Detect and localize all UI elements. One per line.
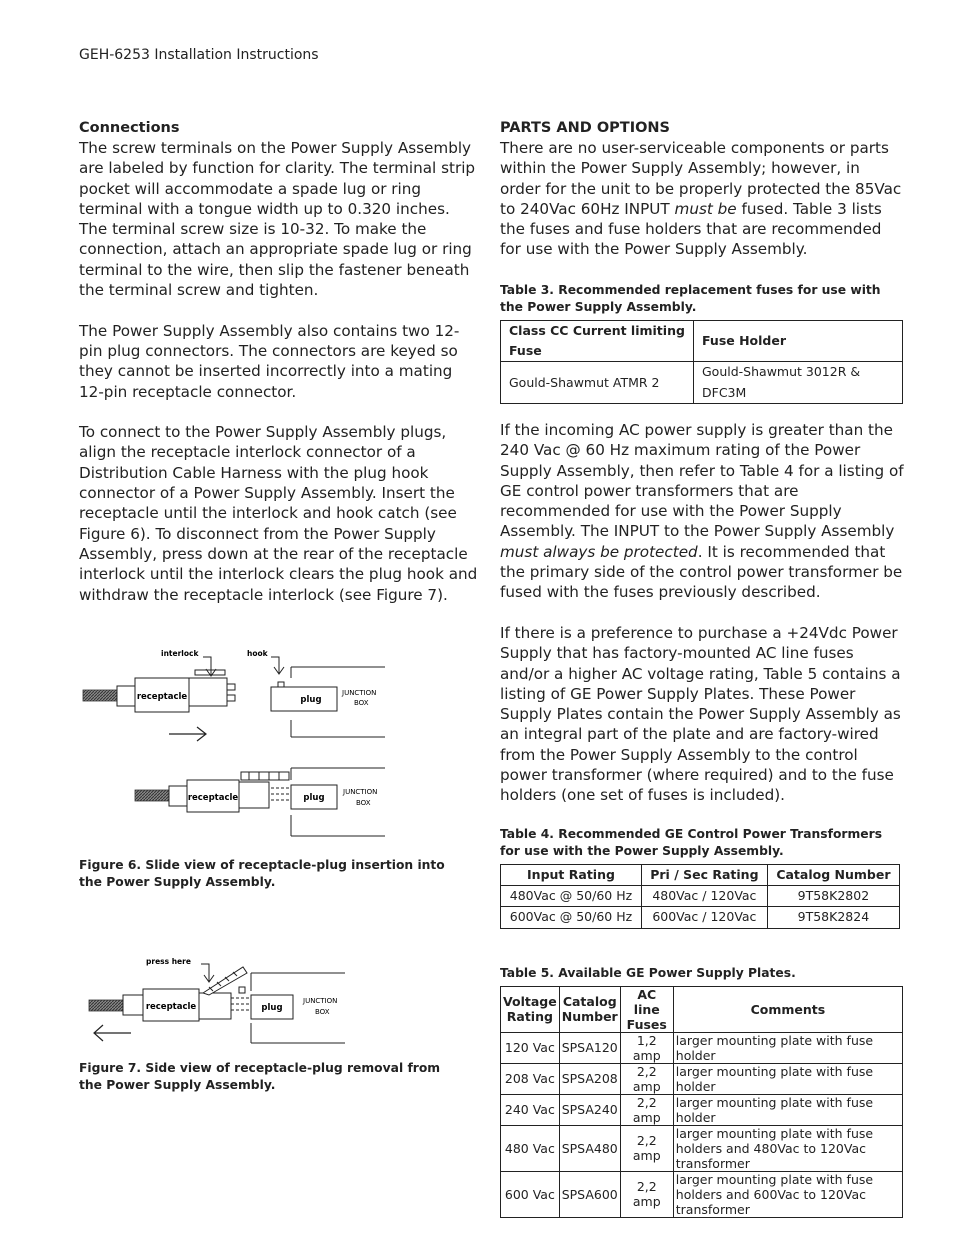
table-4-caption: Table 4. Recommended GE Control Power Transformers for use with the Power Supply Assembly. <box>500 826 883 858</box>
interlock-bottom <box>241 772 289 780</box>
svg-text:plug: plug <box>261 1003 283 1013</box>
svg-text:receptacle: receptacle <box>187 793 239 803</box>
table-row: 208 Vac SPSA208 2,2 amp larger mounting plate with fuse holder <box>501 1063 903 1094</box>
table-row: Gould-Shawmut ATMR 2 Gould-Shawmut 3012R & DFC3M <box>501 362 903 404</box>
parts-paragraph-1: There are no user-serviceable components or parts within the Power Supply Assembly; however, in order for the unit to be properly protected the 85Vac to 240Vac 60Hz INPUT must be fused. Table 3 lists the fuses and fuse holders that are recommended for use with the Power Supply Assembly. <box>500 139 902 259</box>
table-5-header: Comments <box>673 986 902 1032</box>
svg-text:BOX: BOX <box>315 1008 330 1016</box>
svg-text:interlock: interlock <box>161 649 199 658</box>
table-5-header: AC line Fuses <box>620 986 673 1032</box>
parts-paragraph-3: If there is a preference to purchase a +24Vdc Power Supply that has factory-mounted AC line fuses and/or a higher AC voltage rating, Table 5 contains a listing of GE Power Supply Plates. These Power Supply Plates contain the Power Supply Assembly as an integral part of the plate and are factory-wired from the Power Supply Assembly to the control power transformer (where required) and to the fuse holders (one set of fuses is included). <box>500 623 901 805</box>
insert-arrow <box>169 727 206 741</box>
table-4-header: Input Rating <box>501 864 642 885</box>
table-4-header: Catalog Number <box>767 864 899 885</box>
svg-text:JUNCTION: JUNCTION <box>342 689 377 697</box>
table-row: 120 Vac SPSA120 1,2 amp larger mounting plate with fuse holder <box>501 1032 903 1063</box>
cable <box>89 1000 123 1011</box>
svg-text:receptacle: receptacle <box>145 1002 197 1012</box>
table-row: 600 Vac SPSA600 2,2 amp larger mounting plate with fuse holders and 600Vac to 120Vac transformer <box>501 1171 903 1217</box>
table-row: 480Vac @ 50/60 Hz 480Vac / 120Vac 9T58K2802 <box>501 885 900 906</box>
table-5-caption: Table 5. Available GE Power Supply Plates. <box>500 965 796 980</box>
connections-paragraph-3: To connect to the Power Supply Assembly plugs, align the receptacle interlock connector of a Distribution Cable Harness with the plug hook connector of a Power Supply Assembly. Insert the receptacle until the interlock and hook catch (see Figure 6). To disconnect from the Power Supply Assembly, press down at the rear of the receptacle interlock until the interlock clears the plug hook and withdraw the receptacle interlock (see Figure 7). <box>79 423 478 604</box>
svg-text:press here: press here <box>146 957 191 966</box>
svg-text:plug: plug <box>303 793 325 803</box>
table-row: 600Vac @ 50/60 Hz 600Vac / 120Vac 9T58K2824 <box>501 907 900 928</box>
parts-paragraph-2: If the incoming AC power supply is greater than the 240 Vac @ 60 Hz maximum rating of the Power Supply Assembly, then refer to Table 4 for a listing of GE control power transformers that are recommended for use with the Power Supply Assembly. The INPUT to the Power Supply Assembly must always be protected. It is recommended that the primary side of the control power transformer be fused with the fuses previously described. <box>500 420 904 602</box>
svg-text:plug: plug <box>300 695 322 705</box>
table-row: 480 Vac SPSA480 2,2 amp larger mounting plate with fuse holders and 480Vac to 120Vac transformer <box>501 1125 903 1171</box>
document-header: GEH-6253 Installation Instructions <box>79 47 319 63</box>
right-column <box>500 118 905 1218</box>
table-5 <box>500 986 903 1218</box>
figure-7-diagram <box>79 945 399 1050</box>
svg-text:hook: hook <box>247 649 268 658</box>
connections-paragraph-1: The screw terminals on the Power Supply Assembly are labeled by function for clarity. The terminal strip pocket will accommodate a spade lug or ring terminal with a tongue width up to 0.320 inches. The terminal screw size is 10-32. To make the connection, attach an appropriate spade lug or ring terminal to the wire, then slip the fastener beneath the terminal screw and tighten. <box>79 139 476 300</box>
figure-7-caption: Figure 7. Side view of receptacle-plug removal from the Power Supply Assembly. <box>79 1061 441 1092</box>
connections-heading: Connections <box>79 120 180 136</box>
table-3 <box>500 320 903 404</box>
cable-collar-top <box>117 686 135 706</box>
cable-bottom <box>135 790 169 801</box>
table-4-header: Pri / Sec Rating <box>641 864 767 885</box>
svg-text:BOX: BOX <box>356 799 371 807</box>
connections-paragraph-2: The Power Supply Assembly also contains two 12-pin plug connectors. The connectors are keyed so they cannot be inserted incorrectly into a mating 12-pin receptacle connector. <box>79 321 460 401</box>
table-3-header: Fuse Holder <box>694 320 903 362</box>
table-5-header: Voltage Rating <box>501 986 560 1032</box>
interlock-top <box>189 678 227 706</box>
svg-text:BOX: BOX <box>354 699 369 707</box>
table-3-header: Class CC Current limiting Fuse <box>501 320 694 362</box>
figure-6-caption: Figure 6. Slide view of receptacle-plug insertion into the Power Supply Assembly. <box>79 858 445 889</box>
withdraw-arrow <box>94 1025 131 1041</box>
svg-text:JUNCTION: JUNCTION <box>343 788 378 796</box>
left-column <box>79 118 479 605</box>
svg-text:JUNCTION: JUNCTION <box>303 997 338 1005</box>
parts-heading: PARTS AND OPTIONS <box>500 120 670 136</box>
cable-top <box>83 690 117 701</box>
table-4 <box>500 864 900 929</box>
table-row: 240 Vac SPSA240 2,2 amp larger mounting plate with fuse holder <box>501 1094 903 1125</box>
table-5-header: Catalog Number <box>559 986 620 1032</box>
figure-6-diagram <box>79 640 399 845</box>
svg-text:receptacle: receptacle <box>136 692 188 702</box>
table-3-caption: Table 3. Recommended replacement fuses for use with the Power Supply Assembly. <box>500 282 881 314</box>
